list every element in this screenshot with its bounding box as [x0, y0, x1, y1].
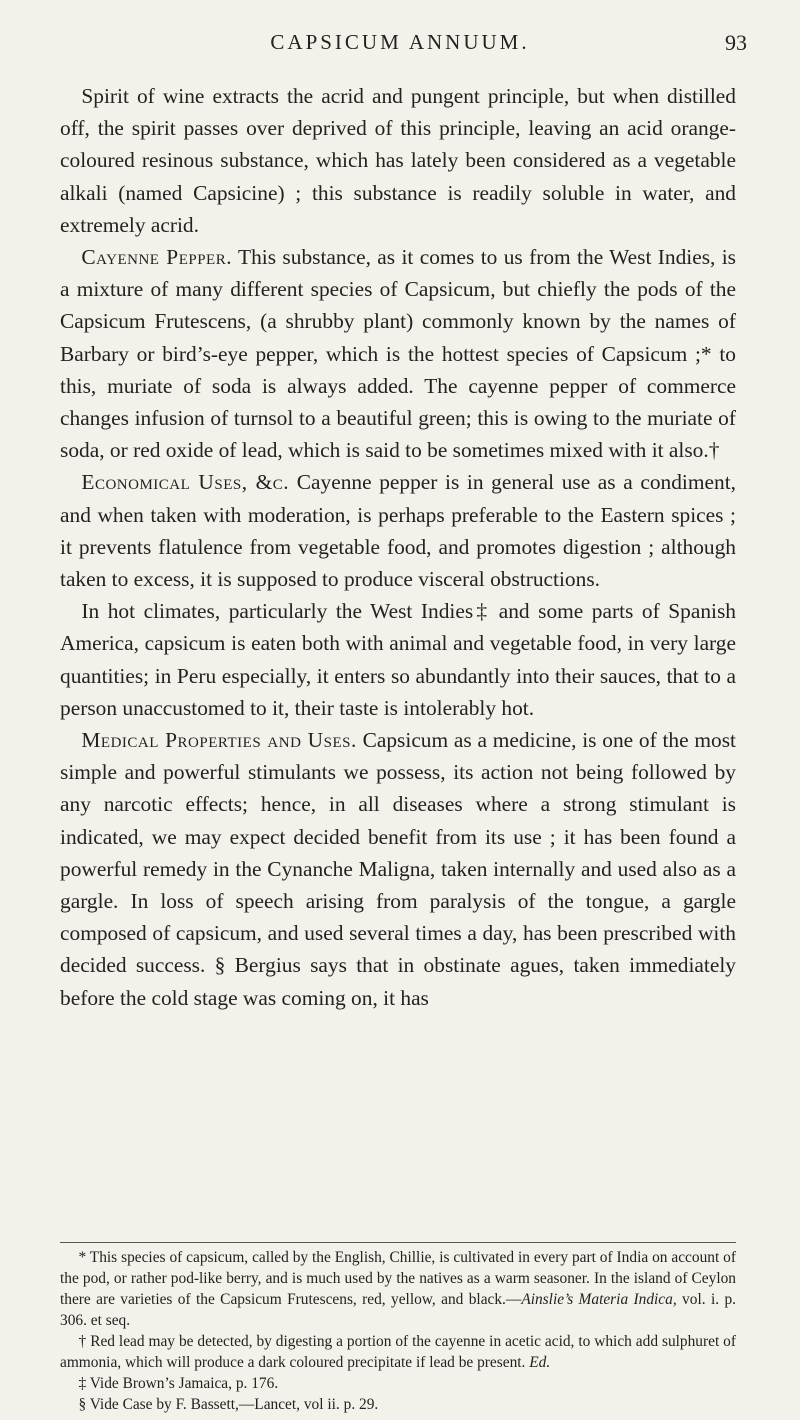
paragraph-cayenne-pepper: [60, 241, 736, 466]
section-heading-economical: Economical Uses, &c.: [81, 470, 290, 495]
section-heading-cayenne: Cayenne Pepper.: [81, 245, 233, 270]
footnote-chillie: [60, 1247, 736, 1331]
running-title: CAPSICUM ANNUUM.: [270, 30, 530, 54]
footnote-bassett-lancet: § Vide Case by F. Bassett,—Lancet, vol ii. p. 29.: [78, 1396, 379, 1413]
footnote-red-lead-text: † Red lead may be detected, by digesting a portion of the cayenne in acetic acid, to which add sulphuret of ammonia, which will produce a dark coloured precipitate if lead be present.: [60, 1333, 736, 1371]
footnote-divider: [60, 1242, 736, 1243]
paragraph-cayenne-text: This substance, as it comes to us from the West Indies, is a mixture of many different species of Capsicum, but chiefly the pods of the Capsicum Frutescens, (a shrubby plant) commonly known by the names of Barbary or bird’s-eye pepper, which is the hottest species of Capsicum ;* to this, muriate of soda is always added. The cayenne pepper of commerce changes infusion of turnsol to a beautiful green; this is owing to the muriate of soda, or red oxide of lead, which is said to be sometimes mixed with it also.†: [60, 245, 737, 463]
paragraph-medical-properties: [60, 724, 736, 1014]
paragraph-hot-climates: In hot climates, particularly the West Indies‡ and some parts of Spanish America, capsicum is eaten both with animal and vegetable food, in very large quantities; in Peru especially, it enters so abundantly into their sauces, that to a person unaccustomed to it, their taste is intolerably hot.: [60, 599, 736, 720]
footnote-browns-jamaica: ‡ Vide Brown’s Jamaica, p. 176.: [78, 1375, 279, 1392]
paragraph-economical-text: Cayenne pepper is in general use as a condiment, and when taken with moderation, is perhaps preferable to the Eastern spices ; it prevents flatulence from vegetable food, and promotes digestion ; although taken to excess, it is supposed to produce visceral obstructions.: [60, 470, 736, 592]
footnote-editor-mark: Ed.: [529, 1354, 551, 1371]
paragraph-economical-uses: [60, 466, 736, 595]
paragraph-spirit-of-wine: Spirit of wine extracts the acrid and pungent principle, but when distilled off, the spirit passes over deprived of this principle, leaving an acid orange-coloured resinous substance, which has lately been considered as a vegetable alkali (named Capsicine) ; this substance is readily soluble in water, and extremely acrid.: [60, 84, 736, 237]
footnote-chillie-text: * This species of capsicum, called by the English, Chillie, is cultivated in every part of India on account of the pod, or rather pod-like berry, and is much used by the natives as a warm seasoner. In the island of Ceylon there are varieties of the Capsicum Frutescens, red, yellow, and black.—: [60, 1249, 736, 1308]
body-text: [60, 80, 736, 1014]
footnotes: [60, 1247, 736, 1415]
footnote-chillie-citation: Ainslie’s Materia Indica,: [521, 1291, 677, 1308]
page-number: 93: [725, 30, 747, 55]
footnote-chillie-end: vol. i. p. 306. et seq.: [60, 1291, 736, 1329]
footnote-red-lead: [60, 1331, 736, 1373]
paragraph-medical-text: Capsicum as a medicine, is one of the most simple and powerful stimulants we possess, its action not being followed by any narcotic effects; hence, in all diseases where a strong stimulant is indicated, we may expect decided benefit from its use ; it has been found a powerful remedy in the Cynanche Maligna, taken internally and used also as a gargle. In loss of speech arising from paralysis of the tongue, a gargle composed of capsicum, and used several times a day, has been prescribed with decided success. § Bergius says that in obstinate agues, taken immediately before the cold stage was coming on, it has: [60, 728, 736, 1010]
section-heading-medical: Medical Properties and Uses.: [81, 728, 357, 753]
